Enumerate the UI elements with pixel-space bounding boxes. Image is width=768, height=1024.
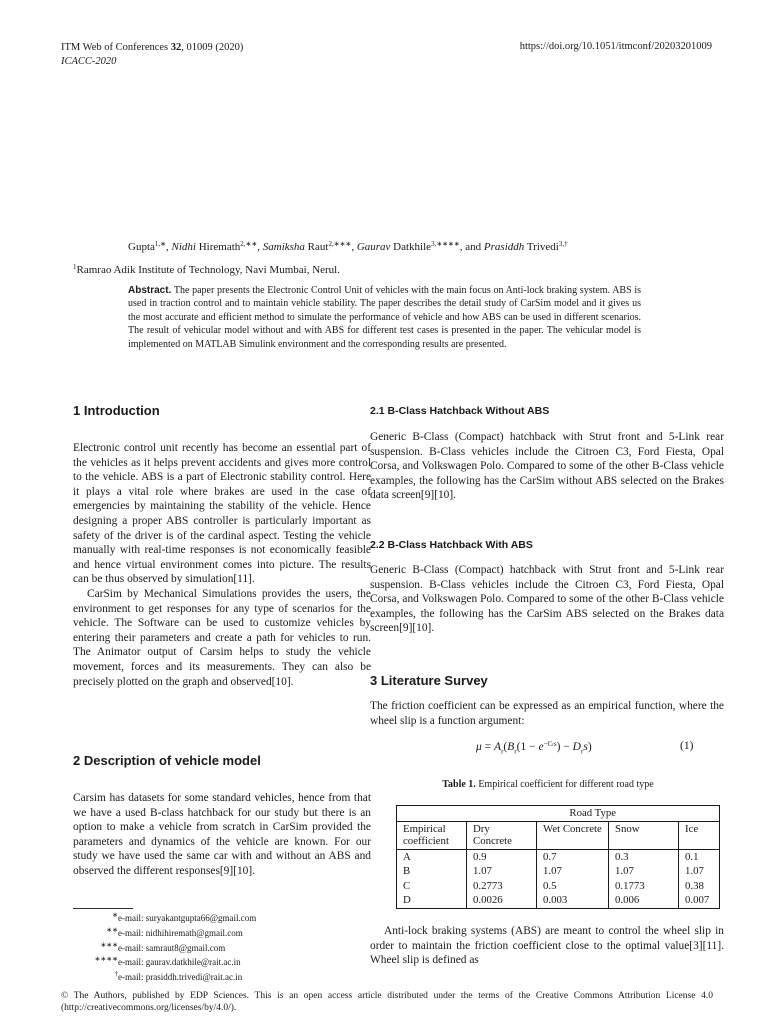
section-title-introduction: 1 Introduction <box>73 403 160 418</box>
affiliation: $^1$Ramrao Adik Institute of Technology, Navi Mumbai, Nerul. <box>73 263 340 276</box>
literature-survey-body: The friction coefficient can be expressed as an empirical function, where the wheel slip is a function argument: <box>370 700 724 727</box>
table-header-cell: Ice <box>679 821 720 849</box>
table-header-cell: Snow <box>609 821 679 849</box>
empirical-coefficient-table <box>396 805 720 909</box>
table-row: C 0.2773 0.5 0.1773 0.38 <box>397 879 720 894</box>
table-row: D 0.0026 0.003 0.006 0.007 <box>397 893 720 908</box>
footnote: ∗∗∗e-mail: samraut8@gmail.com <box>100 940 226 953</box>
section-title-description: 2 Description of vehicle model <box>73 753 261 768</box>
footnote: ∗e-mail: suryakantgupta66@gmail.com <box>112 911 257 923</box>
footnote: †e-mail: prasiddh.trivedi@rait.ac.in <box>114 970 243 983</box>
paragraph: CarSim by Mechanical Simulations provides the users, the environment to get responses for any type of scenarios for the vehicle. The Software can be used to customize vehicles by entering their parameters and create a path for vehicles to run. The Animator output of Carsim helps to study the vehicle movement, forces and its measurements. They can also be precisely plotted on the graph and observed[10]. <box>73 587 371 688</box>
equation-number: (1) <box>680 740 694 752</box>
subsection-2-1-body: Generic B-Class (Compact) hatchback with Strut front and 5-Link rear suspension. B-Class vehicles include the Citroen C3, Ford Fiesta, Opal Corsa, and Volkswagen Polo. Compared to some of the other B-Class vehicle examples, the following has the CarSim without ABS selected on the Brakes data screen[9][10]. <box>370 431 724 502</box>
table-header-cell: Wet Concrete <box>537 821 609 849</box>
literature-survey-continued: Anti-lock braking systems (ABS) are meant to control the wheel slip in order to maintain the friction coefficient close to the optimal value[3][11]. Wheel slip is defined as <box>370 925 724 967</box>
introduction-body <box>73 441 371 689</box>
footnote: ∗∗e-mail: nidhihiremath@gmail.com <box>106 925 243 938</box>
footnote: ∗∗∗∗e-mail: gaurav.datkhile@rait.ac.in <box>94 955 241 968</box>
author-list: Gupta$^{1,∗}$, Nidhi Hiremath$^{2,∗∗}$, Samiksha Raut$^{2,∗∗∗}$, Gaurav Datkhile$^{3,∗∗∗∗}$, and Prasiddh Trivedi$^{3,\dagger}$ <box>128 240 568 253</box>
running-header-left: ITM Web of Conferences 32, 01009 (2020) ICACC-2020 <box>61 42 244 67</box>
license-notice: © The Authors, published by EDP Sciences. This is an open access article distributed under the terms of the Creative Commons Attribution License 4.0 (http://creativecommons.org/licenses/by/4.0/). <box>61 991 713 1013</box>
subsection-2-2-body: Generic B-Class (Compact) hatchback with Strut front and 5-Link rear suspension. B-Class vehicles include the Citroen C3, Ford Fiesta, Opal Corsa, and Volkswagen Polo. Compared to some of the other B-Class vehicle examples, the following has the CarSim ABS selected on the Brakes data screen[9][10]. <box>370 564 724 635</box>
paragraph: Carsim has datasets for some standard vehicles, hence from that we have a used B-class hatchback for our study but there is an option to make a vehicle from scratch in CarSim provided the parameters and dynamics of the vehicle are known. For our study we have used the same car with and without an ABS and observed the different responses[9][10]. <box>73 792 371 877</box>
abstract: Abstract. The paper presents the Electronic Control Unit of vehicles with the main focus on Anti-lock braking system. ABS is used in traction control and to maintain vehicle stability. The paper describes the detail study of CarSim model and it gives us the most accurate and efficient method to simulate the performance of vehicle and how ABS can be used in different scenarios. The result of vehicular model without and with ABS for different test cases is presented in the paper. The vehicular model is implemented on MATLAB Simulink environment and the corresponding results are presented. <box>128 285 641 350</box>
footnote-rule <box>73 908 133 909</box>
table-row: A 0.9 0.7 0.3 0.1 <box>397 849 720 864</box>
table-caption: Table 1. Empirical coefficient for different road type <box>442 779 654 790</box>
section-title-literature-survey: 3 Literature Survey <box>370 673 488 688</box>
paragraph: Electronic control unit recently has become an essential part of the vehicles as it helps prevent accidents and gives more control to the vehicle. ABS is a part of Electronic stability control. Here it plays a vital role where brakes are used in the case of emergencies by maintaining the stability of the vehicle. Hence designing a proper ABS controller is particularly important as safety of the driver is of the cardinal aspect. Testing the vehicle manually with real-time responses is not economically feasible and hence virtual environment comes into picture. The results can be thus observed by simulation[11]. <box>73 442 371 586</box>
subsection-title-2-1: 2.1 B-Class Hatchback Without ABS <box>370 405 550 417</box>
table-header-cell: Empirical coefficient <box>397 821 467 849</box>
footnotes <box>90 910 256 984</box>
table-header-cell: Dry Concrete <box>467 821 537 849</box>
subsection-title-2-2: 2.2 B-Class Hatchback With ABS <box>370 539 533 551</box>
doi-link[interactable]: https://doi.org/10.1051/itmconf/20203201009 <box>519 41 712 52</box>
friction-equation: $\mu = A_r(B_r(1 - e^{-Crs}) - D_rs)$ <box>476 740 592 756</box>
conference-name: ICACC-2020 <box>61 56 117 67</box>
table-row: B 1.07 1.07 1.07 1.07 <box>397 864 720 879</box>
description-body <box>73 791 371 879</box>
table-group-header: Road Type <box>467 806 720 822</box>
